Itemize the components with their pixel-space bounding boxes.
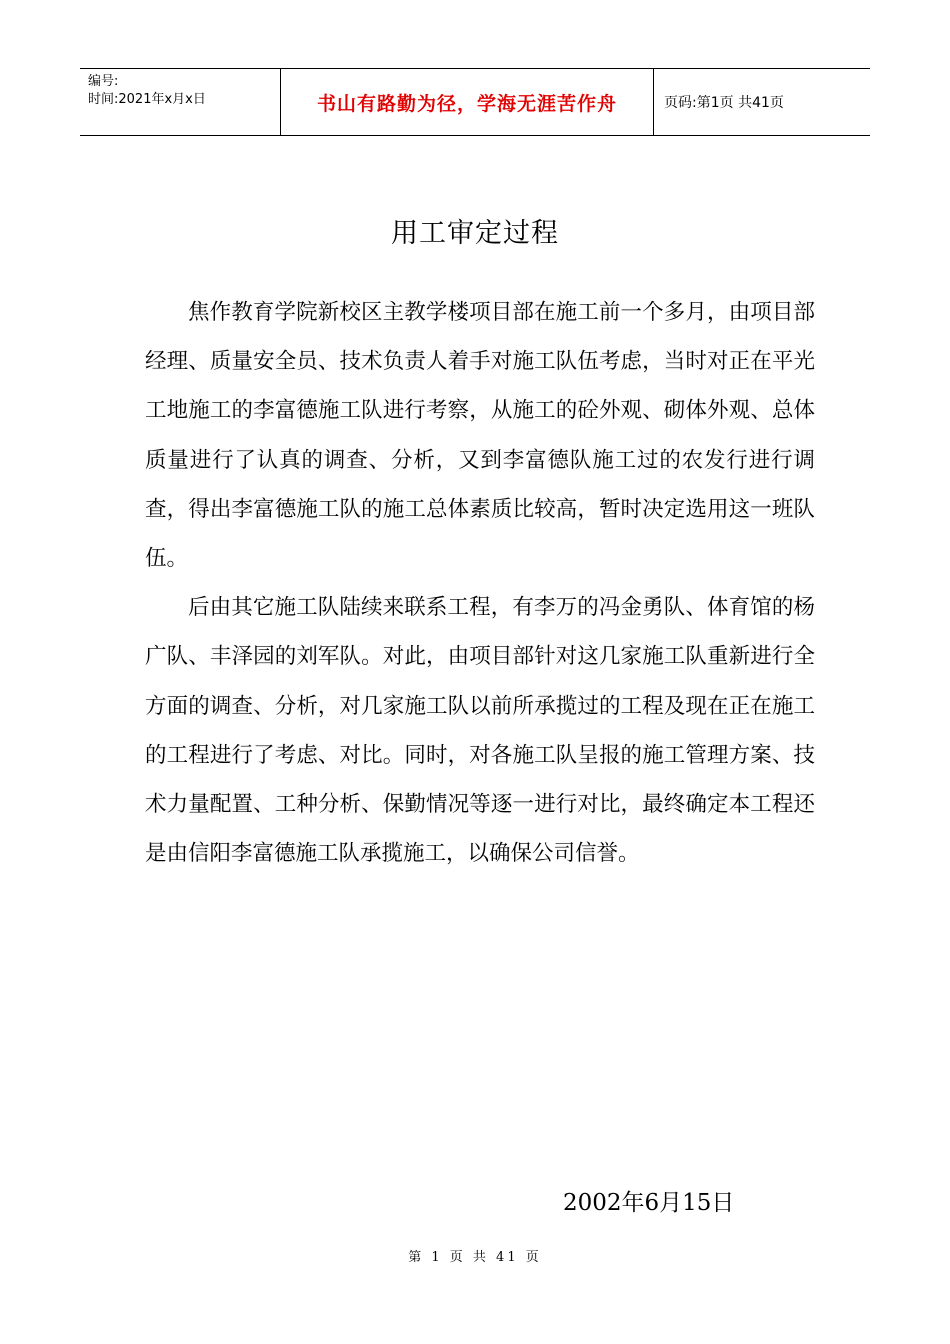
header-page-cell	[654, 69, 870, 135]
header-motto-cell	[281, 69, 654, 135]
document-number-label: 编号:	[88, 74, 119, 89]
document-date: 2002年6月15日	[563, 1190, 735, 1216]
body-paragraph-1: 焦作教育学院新校区主教学楼项目部在施工前一个多月，由项目部经理、质量安全员、技术负责人着手对施工队伍考虑，当时对正在平光工地施工的李富德施工队进行考察，从施工的砼外观、砌体外观、总体质量进行了认真的调查、分析，又到李富德队施工过的农发行进行调查，得出李富德施工队的施工总体素质比较高，暂时决定选用这一班队伍。	[145, 300, 815, 572]
page-footer: 第 1 页 共 41 页	[408, 1250, 542, 1265]
header-table	[80, 68, 870, 136]
document-time-label: 时间:2021年x月x日	[88, 92, 206, 107]
header-page-info: 页码:第1页 共41页	[664, 95, 784, 111]
document-title: 用工审定过程	[391, 218, 559, 249]
header-meta-cell	[80, 69, 281, 135]
document-body	[145, 288, 815, 878]
body-paragraph-2: 后由其它施工队陆续来联系工程，有李万的冯金勇队、体育馆的杨广队、丰泽园的刘军队。对此，由项目部针对这几家施工队重新进行全方面的调查、分析，对几家施工队以前所承揽过的工程及现在正在施工的工程进行了考虑、对比。同时，对各施工队呈报的施工管理方案、技术力量配置、工种分析、保勤情况等逐一进行对比，最终确定本工程还是由信阳李富德施工队承揽施工，以确保公司信誉。	[145, 595, 815, 867]
header-motto: 书山有路勤为径，学海无涯苦作舟	[316, 92, 617, 115]
